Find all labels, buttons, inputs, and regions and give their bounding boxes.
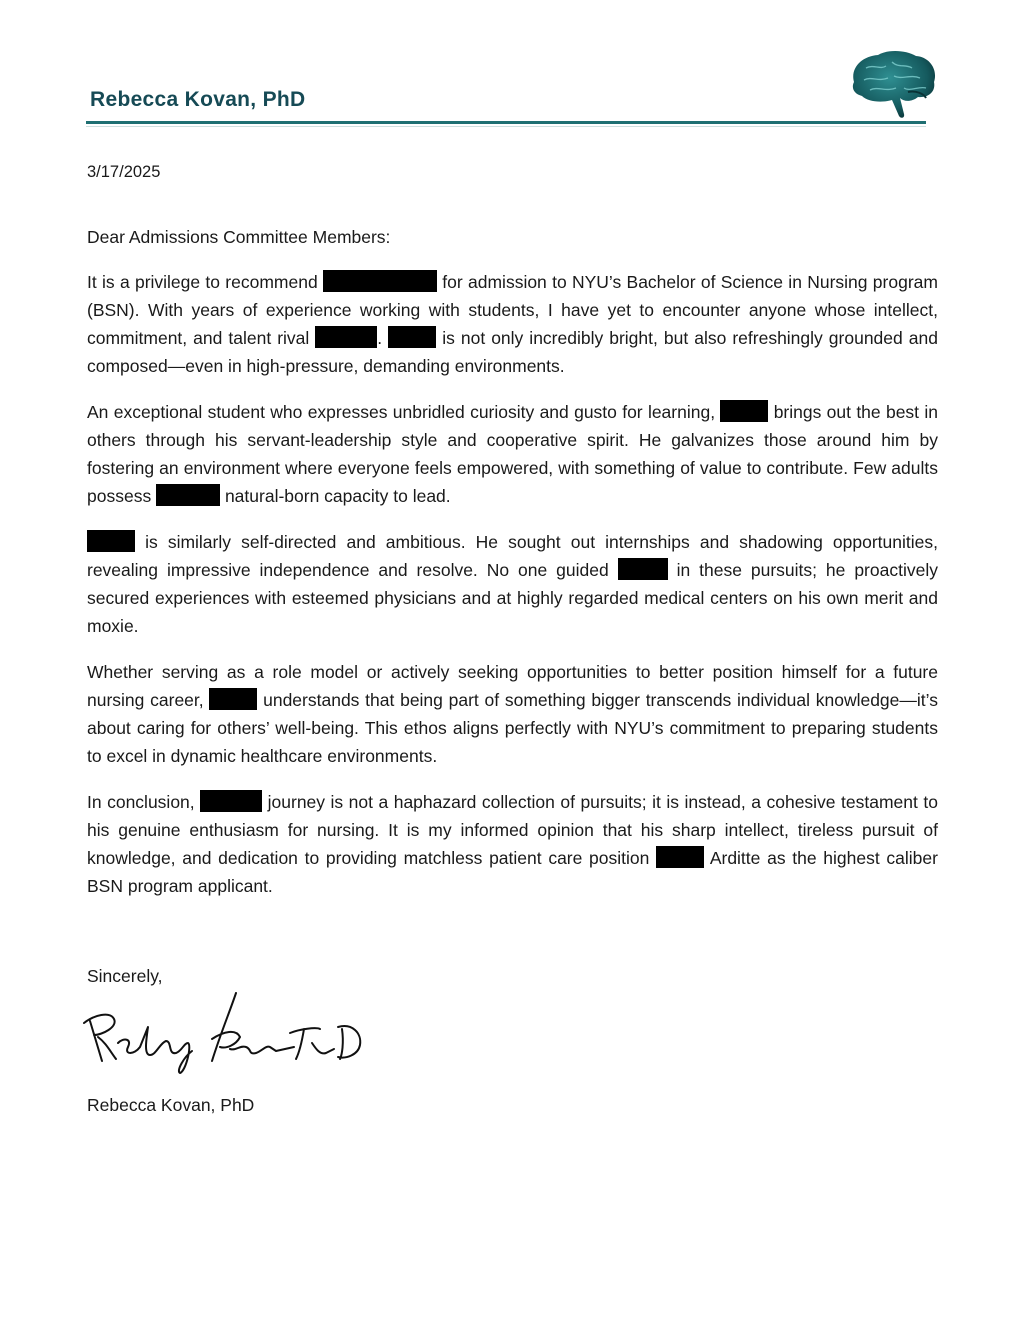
redacted-name [720, 400, 768, 422]
paragraph-text: is not only incredibly bright, but also refreshingly grounded and composed—even in high-pressure, demanding environments. [87, 328, 938, 376]
paragraph-text: Whether serving as a role model or actively seeking opportunities to better position himself for a future nursing career, [87, 662, 938, 710]
redacted-name [209, 688, 257, 710]
paragraph-text: natural-born capacity to lead. [224, 486, 451, 506]
redacted-name [87, 530, 135, 552]
letterhead-name: Rebecca Kovan, PhD [90, 88, 306, 111]
paragraph-5 [87, 788, 938, 900]
signature [80, 985, 370, 1075]
redacted-name [388, 326, 436, 348]
header-rule [86, 121, 926, 124]
paragraph-text: An exceptional student who expresses unbridled curiosity and gusto for learning, [87, 402, 716, 422]
paragraph-text: brings out the best in others through his servant-leadership style and cooperative spirit. He galvanizes those around him by fostering an environment where everyone feels empowered, with something of value to contribute. Few adults possess [87, 402, 938, 506]
paragraph-text: journey is not a haphazard collection of pursuits; it is instead, a cohesive testament to his genuine enthusiasm for nursing. It is my informed opinion that his sharp intellect, tireless pursuit of knowledge, and dedication to providing matchless patient care position [87, 792, 938, 868]
closing: Sincerely, [87, 966, 163, 986]
paragraph-text: It is a privilege to recommend [87, 272, 318, 292]
redacted-name [156, 484, 220, 506]
signer-name: Rebecca Kovan, PhD [87, 1095, 255, 1115]
paragraph-text: for admission to NYU’s Bachelor of Science in Nursing program (BSN). With years of experience working with students, I have yet to encounter anyone whose intellect, commitment, and talent rival [87, 272, 938, 348]
salutation: Dear Admissions Committee Members: [87, 227, 391, 247]
redacted-name [200, 790, 262, 812]
paragraph-text: in these pursuits; he proactively secured experiences with esteemed physicians and at highly regarded medical centers on his own merit and moxie. [87, 560, 938, 636]
paragraph-text: In conclusion, [87, 792, 195, 812]
paragraph-text: . [377, 328, 383, 348]
paragraph-2 [87, 398, 938, 510]
redacted-name [656, 846, 704, 868]
paragraph-4 [87, 658, 938, 770]
paragraph-text: Arditte as the highest caliber BSN program applicant. [87, 848, 938, 896]
paragraph-text: is similarly self-directed and ambitious. He sought out internships and shadowing opportunities, revealing impressive independence and resolve. No one guided [87, 532, 938, 580]
letter-body [87, 268, 938, 918]
redacted-name [315, 326, 377, 348]
redacted-name [323, 270, 437, 292]
letter-date: 3/17/2025 [87, 163, 161, 181]
paragraph-3 [87, 528, 938, 640]
redacted-name [618, 558, 668, 580]
header-rule-shadow [86, 126, 926, 127]
brain-icon [846, 48, 940, 122]
paragraph-1 [87, 268, 938, 380]
paragraph-text: understands that being part of something bigger transcends individual knowledge—it’s about caring for others’ well-being. This ethos aligns perfectly with NYU’s commitment to preparing students to excel in dynamic healthcare environments. [87, 690, 938, 766]
